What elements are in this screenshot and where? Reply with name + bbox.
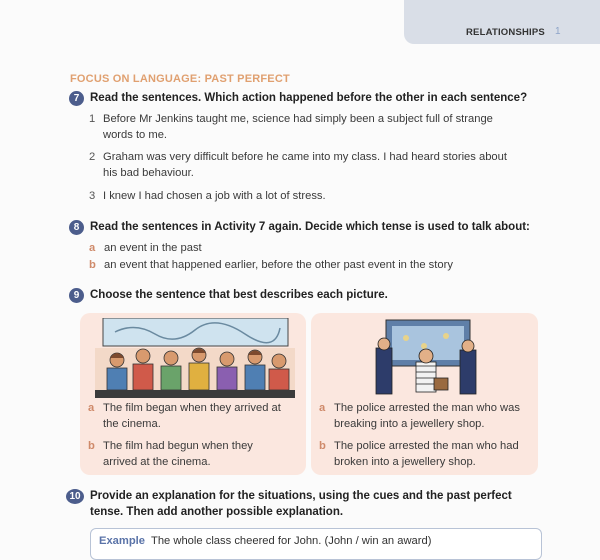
option-letter: a — [319, 402, 326, 414]
item-number: 2 — [89, 151, 96, 163]
section-title: RELATIONSHIPS — [466, 27, 545, 38]
activity-8-item-a — [89, 240, 202, 256]
item-line: Before Mr Jenkins taught me, science had simply been a subject full of strange — [103, 113, 493, 125]
cinema-option-a — [88, 400, 281, 432]
cinema-option-b — [88, 438, 253, 470]
page-number: 1 — [555, 26, 561, 37]
instruction-line: Provide an explanation for the situations, using the cues and the past perfect — [90, 490, 512, 502]
option-letter: a — [89, 242, 96, 254]
item-line: words to me. — [103, 129, 168, 141]
activity-number-10: 10 — [66, 489, 84, 504]
activity-7-item-1 — [89, 111, 493, 143]
activity-7-item-3 — [89, 188, 326, 204]
option-line: The police arrested the man who was — [334, 402, 520, 414]
cinema-picture — [95, 318, 295, 398]
option-line: The film began when they arrived at — [103, 402, 281, 414]
police-option-b — [319, 438, 519, 470]
option-line: the cinema. — [103, 418, 161, 430]
activity-7-item-2 — [89, 149, 507, 181]
focus-heading: FOCUS ON LANGUAGE: PAST PERFECT — [70, 73, 290, 85]
option-line: The film had begun when they — [103, 440, 253, 452]
police-picture — [372, 318, 482, 398]
police-option-a — [319, 400, 520, 432]
activity-8-instruction: Read the sentences in Activity 7 again. Decide which tense is used to talk about: — [90, 221, 530, 233]
item-number: 3 — [89, 190, 96, 202]
activity-10-instruction — [90, 488, 512, 520]
option-letter: b — [319, 440, 326, 452]
activity-9-instruction: Choose the sentence that best describes each picture. — [90, 289, 388, 301]
option-letter: a — [88, 402, 95, 414]
instruction-line: tense. Then add another possible explanation. — [90, 506, 344, 518]
option-letter: b — [88, 440, 95, 452]
activity-7-instruction: Read the sentences. Which action happened before the other in each sentence? — [90, 92, 528, 104]
option-line: arrived at the cinema. — [103, 456, 211, 468]
item-line: I knew I had chosen a job with a lot of stress. — [103, 190, 326, 202]
item-line: Graham was very difficult before he came into my class. I had heard stories about — [103, 151, 507, 163]
activity-8-item-b — [89, 257, 453, 273]
option-line: broken into a jewellery shop. — [334, 456, 476, 468]
item-line: his bad behaviour. — [103, 167, 194, 179]
activity-number-7: 7 — [69, 91, 84, 106]
option-letter: b — [89, 259, 96, 271]
option-line: breaking into a jewellery shop. — [334, 418, 485, 430]
item-line: an event that happened earlier, before the other past event in the story — [104, 259, 453, 271]
activity-number-9: 9 — [69, 288, 84, 303]
activity-number-8: 8 — [69, 220, 84, 235]
item-number: 1 — [89, 113, 96, 125]
example-label: Example — [99, 535, 146, 547]
option-line: The police arrested the man who had — [334, 440, 519, 452]
item-line: an event in the past — [104, 242, 202, 254]
example-text: The whole class cheered for John. (John / win an award) — [151, 535, 432, 547]
